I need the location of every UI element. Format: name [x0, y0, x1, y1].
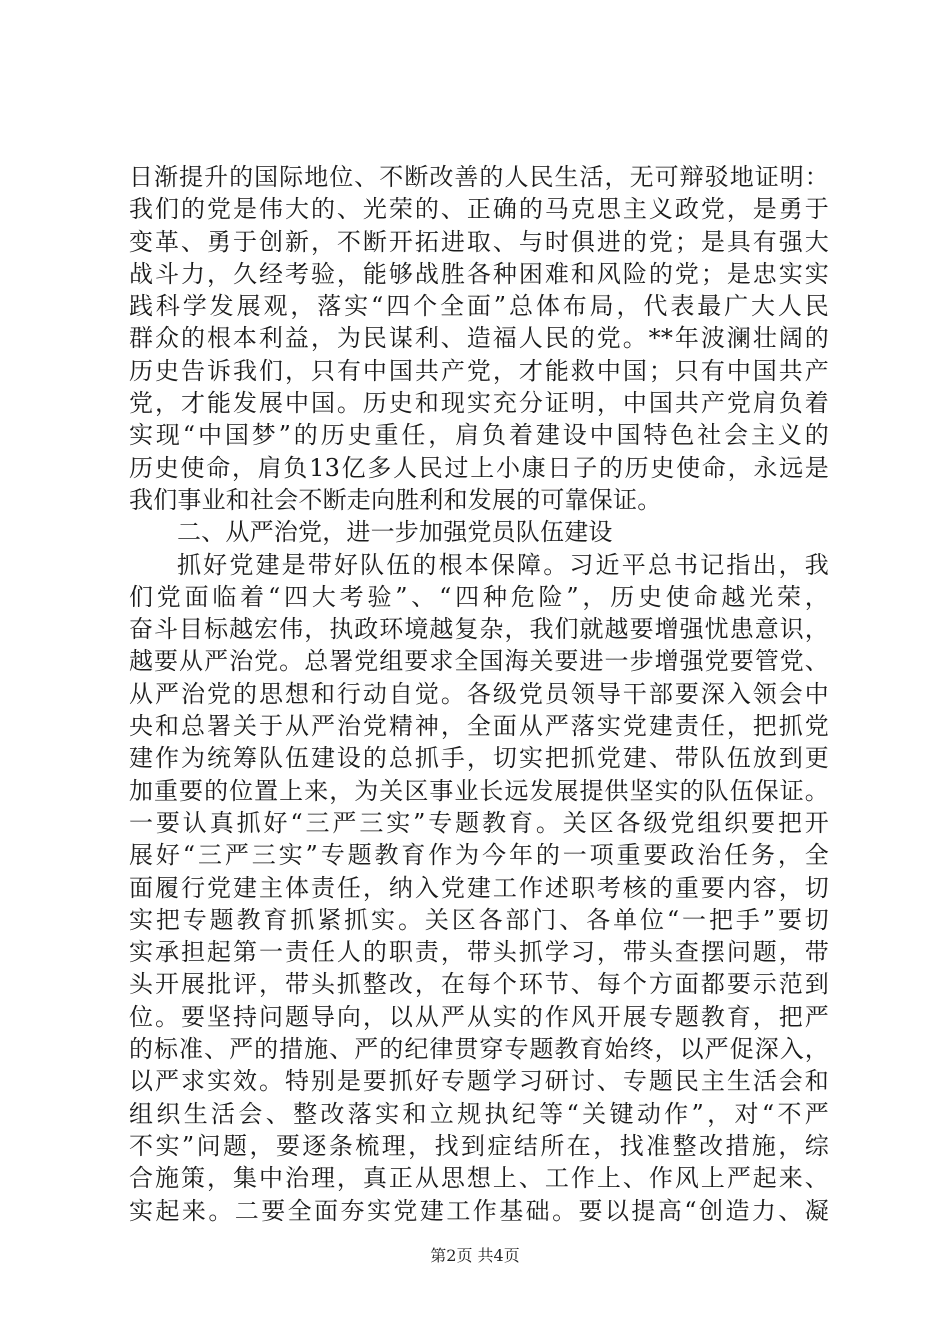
text-line: 党，才能发展中国。历史和现实充分证明，中国共产党肩负着 [129, 389, 829, 418]
text-line: 实起来。二要全面夯实党建工作基础。要以提高“创造力、凝 [129, 1196, 829, 1225]
body-text [129, 161, 829, 1227]
section-heading: 二、从严治党，进一步加强党员队伍建设 [177, 518, 613, 547]
text-line: 抓好党建是带好队伍的根本保障。习近平总书记指出，我 [177, 550, 829, 579]
page-number: 第2页 共4页 [430, 1246, 520, 1265]
text-line: 们党面临着“四大考验”、“四种危险”，历史使命越光荣， [129, 582, 829, 611]
text-line: 组织生活会、整改落实和立规执纪等“关键动作”，对“不严 [129, 1099, 829, 1128]
text-line: 的标准、严的措施、严的纪律贯穿专题教育始终，以严促深入， [129, 1035, 829, 1064]
text-line: 越要从严治党。总署党组要求全国海关要进一步增强党要管党、 [129, 647, 829, 676]
text-line: 践科学发展观，落实“四个全面”总体布局，代表最广大人民 [129, 292, 829, 321]
text-line: 实现“中国梦”的历史重任，肩负着建设中国特色社会主义的 [129, 421, 829, 450]
text-line: 面履行党建主体责任，纳入党建工作述职考核的重要内容，切 [129, 873, 829, 902]
text-line: 日渐提升的国际地位、不断改善的人民生活，无可辩驳地证明： [129, 163, 829, 191]
text-line: 历史使命，肩负13亿多人民过上小康日子的历史使命，永远是 [129, 453, 829, 482]
text-line: 以严求实效。特别是要抓好专题学习研讨、专题民主生活会和 [129, 1067, 829, 1096]
text-line: 奋斗目标越宏伟，执政环境越复杂，我们就越要增强忧患意识， [129, 615, 829, 644]
text-line: 实承担起第一责任人的职责，带头抓学习，带头查摆问题，带 [129, 938, 829, 967]
text-line: 合施策，集中治理，真正从思想上、工作上、作风上严起来、 [129, 1164, 829, 1193]
text-line: 从严治党的思想和行动自觉。各级党员领导干部要深入领会中 [129, 679, 829, 708]
text-line: 变革、勇于创新，不断开拓进取、与时俱进的党；是具有强大 [129, 227, 829, 256]
text-line: 建作为统筹队伍建设的总抓手，切实把抓党建、带队伍放到更 [129, 744, 829, 773]
text-line: 头开展批评，带头抓整改，在每个环节、每个方面都要示范到 [129, 970, 829, 999]
text-line: 一要认真抓好“三严三实”专题教育。关区各级党组织要把开 [129, 808, 829, 837]
text-line: 我们事业和社会不断走向胜利和发展的可靠保证。 [129, 485, 662, 514]
text-line: 实把专题教育抓紧抓实。关区各部门、各单位“一把手”要切 [129, 905, 829, 934]
text-line: 群众的根本利益，为民谋利、造福人民的党。**年波澜壮阔的 [129, 324, 829, 353]
text-line: 位。要坚持问题导向，以从严从实的作风开展专题教育，把严 [129, 1002, 829, 1031]
text-line: 我们的党是伟大的、光荣的、正确的马克思主义政党，是勇于 [129, 195, 829, 224]
text-line: 加重要的位置上来，为关区事业长远发展提供坚实的队伍保证。 [129, 776, 829, 805]
text-line: 不实”问题，要逐条梳理，找到症结所在，找准整改措施，综 [129, 1131, 829, 1160]
text-line: 战斗力，久经考验，能够战胜各种困难和风险的党；是忠实实 [129, 259, 829, 288]
text-line: 展好“三严三实”专题教育作为今年的一项重要政治任务，全 [129, 841, 829, 870]
text-line: 央和总署关于从严治党精神，全面从严落实党建责任，把抓党 [129, 712, 829, 741]
text-line: 历史告诉我们，只有中国共产党，才能救中国；只有中国共产 [129, 356, 829, 385]
